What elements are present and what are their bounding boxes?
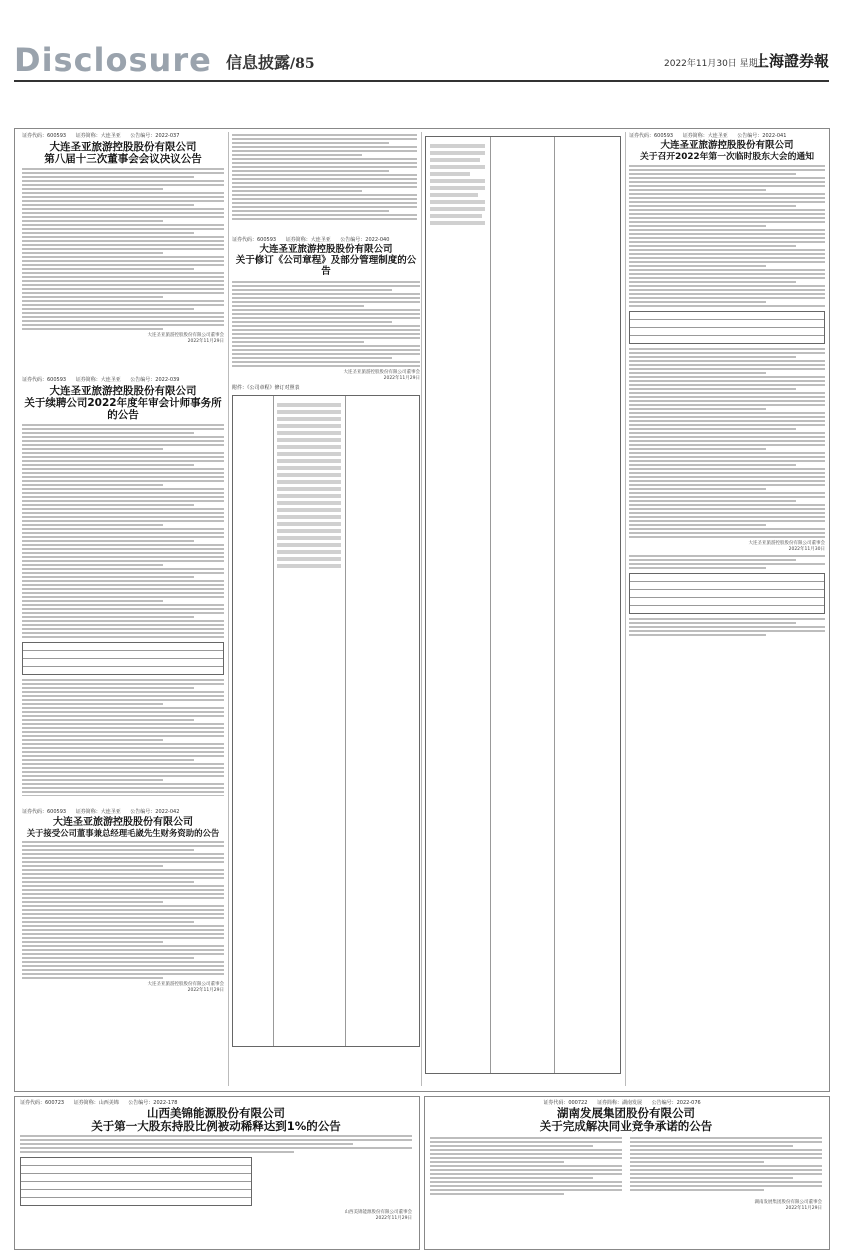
- stock-abbr: 证券简称：大连圣亚: [75, 133, 121, 139]
- body-text: [22, 679, 224, 796]
- appendix-title: 附件：《公司章程》修订对照表: [232, 384, 300, 391]
- section-logo: Disclosure: [14, 41, 212, 79]
- headline: 关于完成解决同业竞争承诺的公告: [539, 1119, 713, 1134]
- newspaper-brand: 上海證券報: [753, 52, 829, 70]
- article-board-resolution: [22, 132, 224, 362]
- stock-code: 证券代码：600593: [22, 133, 67, 139]
- company-name: 大连圣亚旅游控股股份有限公司: [660, 140, 794, 151]
- notice-number: 公告编号：2022-040: [340, 237, 390, 243]
- article-title: [232, 245, 420, 278]
- article-meta: [629, 132, 825, 139]
- stock-abbr: 证券简称：大连圣亚: [285, 237, 331, 243]
- article-financial-assistance: [22, 808, 224, 1084]
- company-name: 山西美锦能源股份有限公司: [147, 1106, 285, 1120]
- headline: 关于续聘公司2022年度年审会计师事务所的公告: [24, 397, 222, 422]
- company-name: 大连圣亚旅游控股股份有限公司: [53, 817, 193, 828]
- signature: [232, 370, 420, 382]
- notice-number: 公告编号：2022-178: [128, 1100, 178, 1106]
- amendment-table: [425, 136, 621, 1074]
- body-text: [22, 168, 224, 330]
- headline: 关于召开2022年第一次临时股东大会的通知: [639, 151, 815, 162]
- stock-abbr: 证券简称：大连圣亚: [75, 809, 121, 815]
- column-rule: [625, 132, 626, 1086]
- notice-number: 公告编号：2022-037: [130, 133, 180, 139]
- stock-abbr: 证券简称：大连圣亚: [75, 377, 121, 383]
- notice-number: 公告编号：2022-041: [737, 133, 787, 139]
- stock-code: 证券代码：600723: [20, 1100, 65, 1106]
- article-meta: [430, 1099, 822, 1106]
- company-name: 大连圣亚旅游控股股份有限公司: [49, 141, 197, 153]
- body-text: [20, 1135, 412, 1153]
- stock-code: 证券代码：600593: [22, 377, 67, 383]
- sign-date: 2022年11月29日: [375, 1216, 412, 1222]
- headline: 第八届十三次董事会会议决议公告: [44, 153, 202, 166]
- stock-abbr: 证券简称：大连圣亚: [682, 133, 728, 139]
- signature: [20, 1210, 412, 1222]
- body-text: [629, 348, 825, 538]
- headline: 关于修订《公司章程》及部分管理制度的公告: [235, 254, 417, 277]
- stock-code: 证券代码：000722: [543, 1100, 588, 1106]
- body-columns: [430, 1135, 822, 1197]
- article-charter-amendment: [232, 236, 420, 1082]
- signature: [629, 541, 825, 553]
- headline: 关于第一大股东持股比例被动稀释达到1%的公告: [91, 1119, 341, 1134]
- stock-abbr: 证券简称：湖南发展: [597, 1100, 643, 1106]
- stock-code: 证券代码：600593: [629, 133, 674, 139]
- signature: [22, 982, 224, 994]
- article-title: [20, 1107, 412, 1133]
- article-title: [22, 385, 224, 421]
- article-shareholder-dilution: [20, 1099, 412, 1245]
- stock-code: 证券代码：600593: [232, 237, 277, 243]
- sign-date: 2022年11月29日: [187, 988, 224, 994]
- article-title: [430, 1107, 822, 1133]
- body-text: [629, 618, 825, 636]
- issue-date: 2022年11月30日 星期三: [664, 59, 767, 69]
- company-name: 大连圣亚旅游控股股份有限公司: [259, 244, 393, 255]
- notice-number: 公告编号：2022-039: [130, 377, 180, 383]
- body-text: [430, 1135, 622, 1197]
- notice-number: 公告编号：2022-076: [651, 1100, 701, 1106]
- signatory: 大连圣亚旅游控股股份有限公司董事会: [748, 541, 825, 547]
- equity-table: [20, 1157, 252, 1206]
- signature: [22, 333, 224, 345]
- proposal-table: [629, 311, 825, 344]
- article-continuation: [232, 132, 417, 232]
- masthead: [14, 40, 829, 82]
- sign-date: 2022年11月30日: [788, 547, 825, 553]
- section-title: [226, 50, 315, 73]
- article-title: [22, 817, 224, 838]
- article-meta: [22, 132, 224, 139]
- signatory: 山西美锦能源股份有限公司董事会: [344, 1210, 412, 1216]
- article-competition-commitment: [430, 1099, 822, 1245]
- section-name: 信息披露: [226, 53, 291, 72]
- company-name: 湖南发展集团股份有限公司: [557, 1106, 695, 1120]
- signatory: 大连圣亚旅游控股股份有限公司董事会: [147, 333, 224, 339]
- proxy-form-table: [629, 573, 825, 614]
- article-shareholder-meeting: [629, 132, 825, 1082]
- notice-number: 公告编号：2022-042: [130, 809, 180, 815]
- body-text: [630, 1135, 822, 1197]
- page-number: /85: [290, 56, 315, 72]
- body-text: [232, 281, 420, 367]
- amendment-table-continued: [425, 136, 621, 1082]
- article-meta: [22, 808, 224, 815]
- headline: 关于接受公司董事兼总经理毛崴先生财务资助的公告: [26, 827, 220, 838]
- sign-date: 2022年11月29日: [383, 375, 420, 381]
- company-name: 大连圣亚旅游控股股份有限公司: [49, 385, 197, 397]
- body-text: [22, 841, 224, 979]
- stock-abbr: 证券简称：山西美锦: [73, 1100, 119, 1106]
- sign-date: 2022年11月29日: [187, 339, 224, 345]
- signatory: 大连圣亚旅游控股股份有限公司董事会: [343, 369, 420, 375]
- column-rule: [421, 132, 422, 1086]
- article-meta: [20, 1099, 412, 1106]
- article-meta: [232, 236, 420, 243]
- article-meta: [22, 376, 224, 383]
- column-rule: [228, 132, 229, 1086]
- body-text: [629, 555, 825, 569]
- article-title: [22, 141, 224, 165]
- article-auditor-renewal: [22, 376, 224, 796]
- stock-code: 证券代码：600593: [22, 809, 67, 815]
- signature: [430, 1200, 822, 1212]
- body-text: [22, 424, 224, 638]
- signatory: 湖南发展集团股份有限公司董事会: [754, 1200, 822, 1206]
- sign-date: 2022年11月29日: [785, 1206, 822, 1212]
- signatory: 大连圣亚旅游控股股份有限公司董事会: [147, 982, 224, 988]
- fee-table: [22, 642, 224, 675]
- article-title: [629, 141, 825, 162]
- amendment-table: [232, 395, 420, 1047]
- body-text: [629, 165, 825, 307]
